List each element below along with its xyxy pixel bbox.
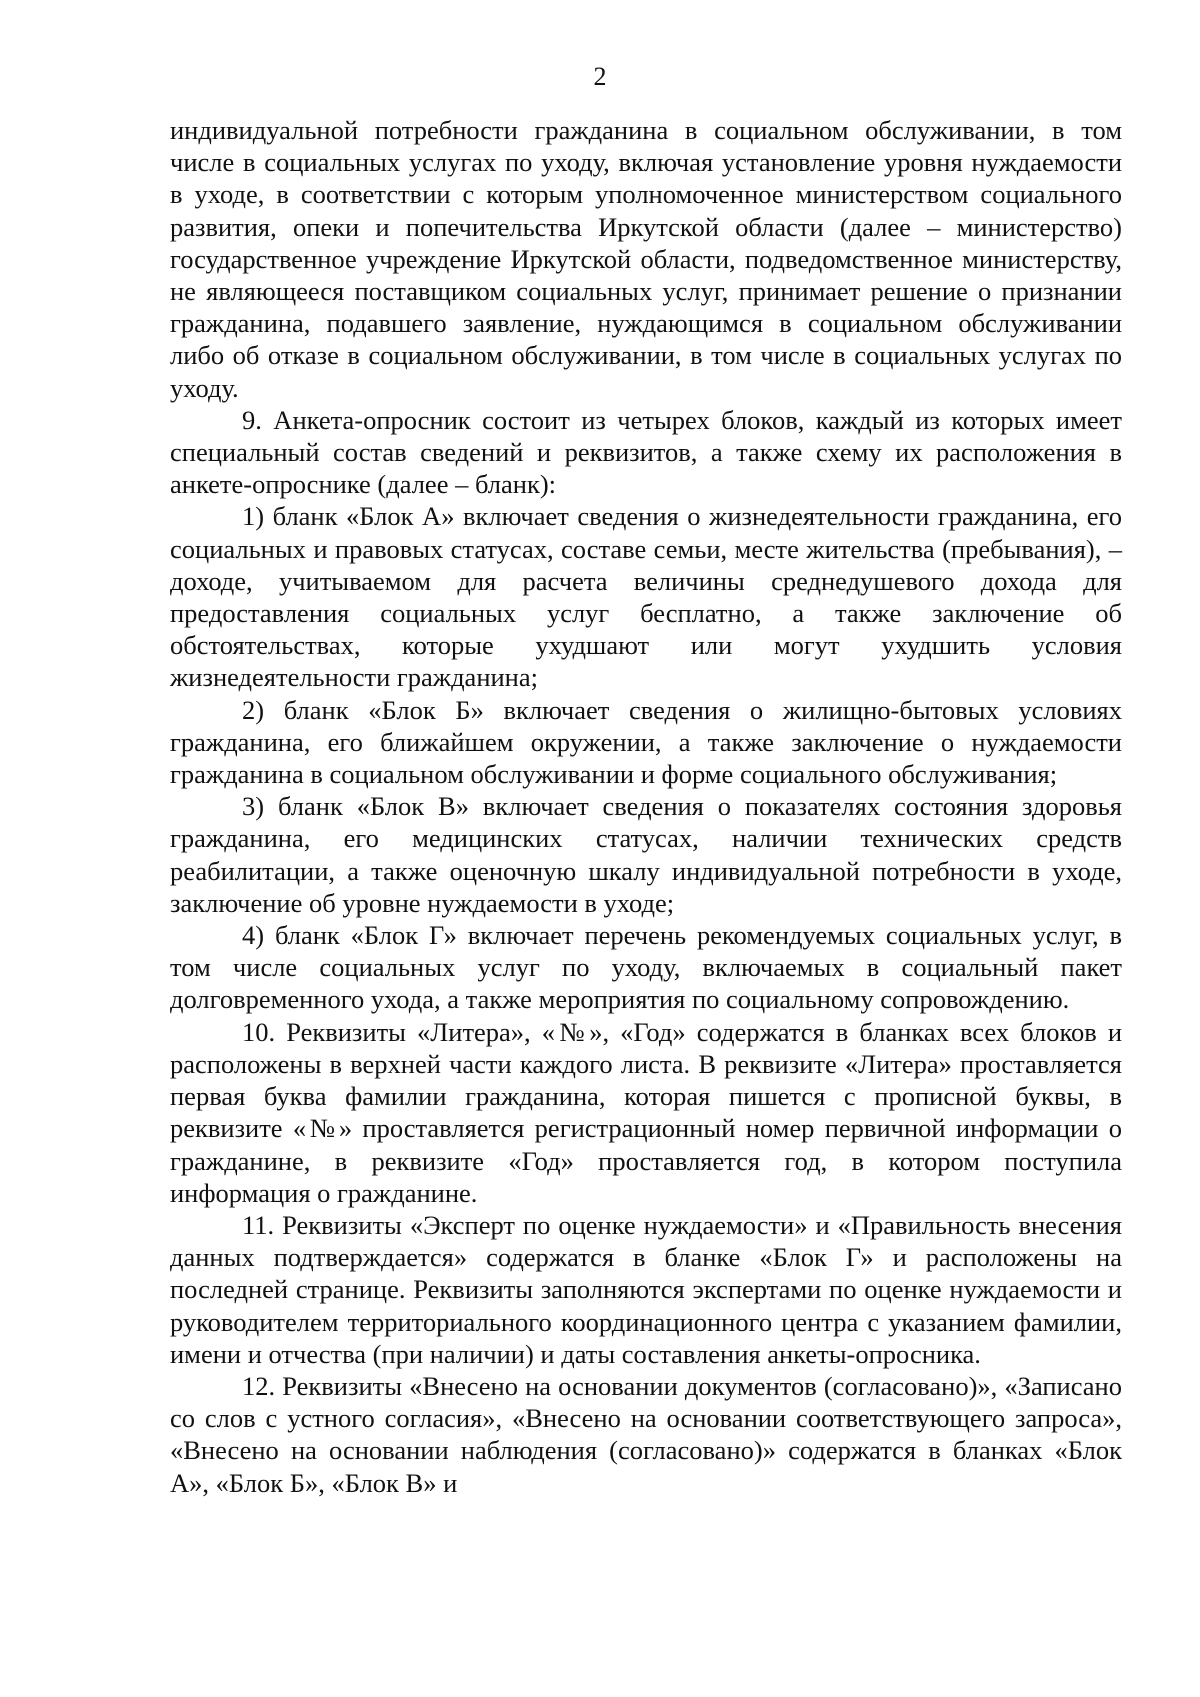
paragraph-11: 11. Реквизиты «Эксперт по оценке нуждаемости» и «Правильность внесения данных подтверждается» содержатся в бланке «Блок Г» и расположены на последней странице. Реквизиты заполняются экспертами по оценке нуждаемости и руководителем территориального координационного центра с указанием фамилии, имени и отчества (при наличии) и даты составления анкеты-опросника. (170, 1209, 1122, 1369)
paragraph-9: 9. Анкета-опросник состоит из четырех блоков, каждый из которых имеет специальный состав сведений и реквизитов, а также схему их расположения в анкете-опроснике (далее – бланк): (170, 404, 1122, 500)
paragraph-10: 10. Реквизиты «Литера», «№», «Год» содержатся в бланках всех блоков и расположены в верхней части каждого листа. В реквизите «Литера» проставляется первая буква фамилии гражданина, которая пишется с прописной буквы, в реквизите «№» проставляется регистрационный номер первичной информации о гражданине, в реквизите «Год» проставляется год, в котором поступила информация о гражданине. (170, 1016, 1122, 1208)
paragraph-9-item-4: 4) бланк «Блок Г» включает перечень рекомендуемых социальных услуг, в том числе социальных услуг по уходу, включаемых в социальный пакет долговременного ухода, а также мероприятия по социальному сопровождению. (170, 920, 1122, 1015)
document-body (170, 114, 1122, 1499)
paragraph-9-item-3: 3) бланк «Блок В» включает сведения о показателях состояния здоровья гражданина, его медицинских статусах, наличии технических средств реабилитации, а также оценочную шкалу индивидуальной потребности в уходе, заключение об уровне нуждаемости в уходе; (170, 791, 1122, 918)
paragraph-continuation: индивидуальной потребности гражданина в социальном обслуживании, в том числе в социальных услугах по уходу, включая установление уровня нуждаемости в уходе, в соответствии с которым уполномоченное министерством социального развития, опеки и попечительства Иркутской области (далее – министерство) государственное учреждение Иркутской области, подведомственное министерству, не являющееся поставщиком социальных услуг, принимает решение о признании гражданина, подавшего заявление, нуждающимся в социальном обслуживании либо об отказе в социальном обслуживании, в том числе в социальных услугах по уходу. (170, 115, 1122, 403)
paragraph-9-item-2: 2) бланк «Блок Б» включает сведения о жилищно-бытовых условиях гражданина, его ближайшем окружении, а также заключение о нуждаемости гражданина в социальном обслуживании и форме социального обслуживания; (170, 694, 1122, 790)
paragraph-12: 12. Реквизиты «Внесено на основании документов (согласовано)», «Записано со слов с устного согласия», «Внесено на основании соответствующего запроса», «Внесено на основании наблюдения (согласовано)» содержатся в бланках «Блок А», «Блок Б», «Блок В» и (170, 1370, 1122, 1498)
paragraph-9-item-1: 1) бланк «Блок А» включает сведения о жизнедеятельности гражданина, его социальных и правовых статусах, составе семьи, месте жительства (пребывания), – доходе, учитываемом для расчета величины среднедушевого дохода для предоставления социальных услуг бесплатно, а также заключение об обстоятельствах, которые ухудшают или могут ухудшить условия жизнедеятельности гражданина; (170, 501, 1122, 693)
page-number: 2 (593, 62, 607, 91)
